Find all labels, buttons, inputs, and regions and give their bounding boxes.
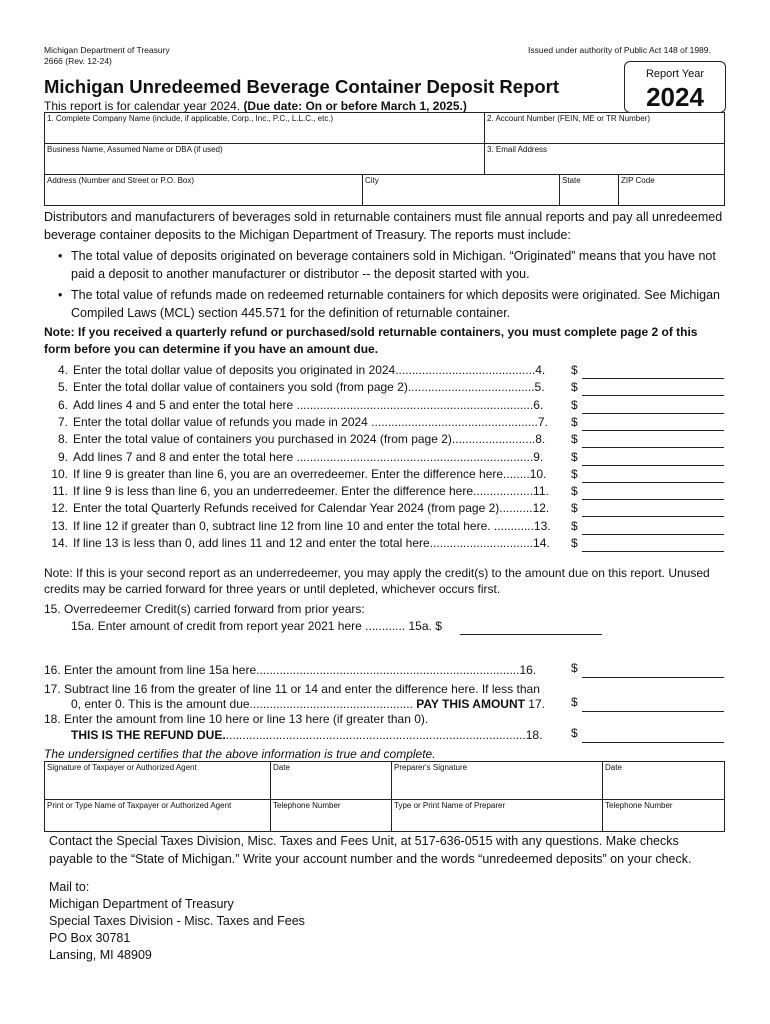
line-17-num: 17. bbox=[524, 697, 545, 711]
address-label: Address (Number and Street or P.O. Box) bbox=[47, 176, 195, 185]
report-year-label: Report Year bbox=[645, 68, 705, 80]
bullet-dot: • bbox=[58, 288, 63, 302]
mailing-address bbox=[49, 879, 305, 964]
dollar-sign: $ bbox=[571, 397, 578, 412]
preparer-signature-field[interactable] bbox=[391, 761, 602, 799]
amount-input[interactable] bbox=[582, 447, 724, 448]
line-description: Add lines 7 and 8 and enter the total here .......................................................................9. bbox=[73, 449, 544, 464]
intro-paragraph: Distributors and manufacturers of beverages sold in returnable containers must file annual reports and pay all unredeemed beverage container deposits to the Michigan Department of Treasury. The reports must include: bbox=[44, 210, 723, 242]
line-description: Enter the total dollar value of deposits you originated in 2024..........................................4. bbox=[73, 363, 546, 377]
line-number: 13. bbox=[51, 518, 68, 533]
preparer-date-field[interactable] bbox=[602, 761, 725, 799]
account-number-field[interactable] bbox=[484, 112, 725, 143]
line-item-row bbox=[44, 432, 574, 448]
due-date: (Due date: On or before March 1, 2025.) bbox=[243, 99, 467, 113]
certification-text: The undersigned certifies that the above information is true and complete. bbox=[44, 747, 436, 761]
line-number: 5. bbox=[57, 380, 68, 395]
bullet-dot: • bbox=[58, 249, 63, 263]
dollar-sign: $ bbox=[571, 501, 578, 516]
report-year-value: 2024 bbox=[646, 82, 704, 112]
line-item-row bbox=[44, 501, 574, 517]
contact-info: Contact the Special Taxes Division, Misc. Taxes and Fees Unit, at 517-636-0515 with any questions. Make checks payable to the “State of Michigan.” Write your account number and the words “unredeemed deposits” on your check. bbox=[49, 834, 692, 866]
line-description: Enter the total dollar value of refunds you made in 2024 ..................................................7. bbox=[73, 414, 548, 429]
dollar-sign: $ bbox=[571, 380, 578, 395]
line-17-input[interactable] bbox=[582, 711, 724, 712]
line-number: 10. bbox=[51, 466, 68, 481]
zip-label: ZIP Code bbox=[621, 176, 655, 185]
subtitle bbox=[44, 99, 467, 113]
line-15a-label: 15a. Enter amount of credit from report year 2021 here ............ 15a. $ bbox=[71, 619, 442, 633]
line-number: 11. bbox=[52, 484, 68, 499]
amount-input[interactable] bbox=[582, 430, 724, 431]
agency-name: Michigan Department of Treasury bbox=[44, 45, 170, 55]
account-number-label: 2. Account Number (FEIN, ME or TR Number) bbox=[487, 114, 651, 123]
address-field[interactable] bbox=[44, 174, 362, 206]
taxpayer-name-field[interactable] bbox=[44, 799, 270, 832]
line-number: 9. bbox=[57, 449, 68, 464]
line-16-dollar: $ bbox=[571, 661, 578, 675]
line-description: If line 12 if greater than 0, subtract line 12 from line 10 and enter the total here. ............13. bbox=[73, 518, 551, 533]
line-16-label: 16. Enter the amount from line 15a here...............................................................................16. bbox=[44, 663, 537, 677]
amount-input[interactable] bbox=[582, 516, 724, 517]
line-18-label-b bbox=[71, 728, 574, 742]
page-title: Michigan Unredeemed Beverage Container Deposit Report bbox=[44, 76, 560, 97]
line-description: Enter the total value of containers you purchased in 2024 (from page 2).........................8. bbox=[73, 432, 546, 447]
line-number: 14. bbox=[51, 536, 68, 550]
mail-label: Mail to: bbox=[49, 880, 90, 894]
line-item-row bbox=[44, 398, 574, 414]
dollar-sign: $ bbox=[571, 414, 578, 429]
taxpayer-phone-field[interactable] bbox=[270, 799, 391, 832]
line-item-row bbox=[44, 415, 574, 431]
preparer-name-label: Type or Print Name of Preparer bbox=[394, 801, 506, 810]
line-item-row bbox=[44, 519, 574, 535]
line-18-num: ..........................................................................................18. bbox=[225, 728, 543, 742]
dollar-sign: $ bbox=[571, 518, 578, 533]
line-description: Add lines 4 and 5 and enter the total here .......................................................................6. bbox=[73, 397, 544, 412]
dollar-sign: $ bbox=[571, 536, 578, 550]
authority-text: Issued under authority of Public Act 148 of 1989. bbox=[528, 45, 711, 55]
preparer-date-label: Date bbox=[605, 763, 622, 772]
report-year-box bbox=[624, 61, 726, 113]
line-number: 7. bbox=[57, 414, 68, 429]
company-name-field[interactable] bbox=[44, 112, 484, 143]
line-15a-input[interactable] bbox=[460, 634, 602, 635]
line-item-row bbox=[44, 484, 574, 500]
state-field[interactable] bbox=[559, 174, 618, 206]
amount-input[interactable] bbox=[582, 378, 724, 379]
line-description: Enter the total dollar value of containers you sold (from page 2)......................................5. bbox=[73, 380, 545, 395]
preparer-signature-label: Preparer's Signature bbox=[394, 763, 468, 772]
line-18-label-a: 18. Enter the amount from line 10 here or line 13 here (if greater than 0). bbox=[44, 712, 429, 726]
note-page2: Note: If you received a quarterly refund or purchased/sold returnable containers, you must complete page 2 of this form before you can determine if you have an amount due. bbox=[44, 325, 698, 356]
business-name-field[interactable] bbox=[44, 143, 484, 174]
mail-line-2: Special Taxes Division - Misc. Taxes and Fees bbox=[49, 914, 305, 928]
note-underredeemer: Note: If this is your second report as an underredeemer, you may apply the credit(s) to the amount due on this report. Unused credits may be carried forward for three years or until depleted, whichever occurs first. bbox=[44, 566, 710, 596]
line-18-dollar: $ bbox=[571, 726, 578, 740]
line-15-label: 15. Overredeemer Credit(s) carried forward from prior years: bbox=[44, 602, 365, 616]
dollar-sign: $ bbox=[571, 484, 578, 499]
line-item-row bbox=[44, 380, 574, 396]
city-label: City bbox=[365, 176, 379, 185]
bullet-refunds-text: The total value of refunds made on redeemed returnable containers for which deposits were originated. See Michigan Compiled Laws (MCL) section 445.571 for the definition of returnable container. bbox=[71, 288, 720, 320]
line-description: Enter the total Quarterly Refunds received for Calendar Year 2024 (from page 2)..........12. bbox=[73, 501, 550, 516]
state-label: State bbox=[562, 176, 581, 185]
refund-due: THIS IS THE REFUND DUE. bbox=[71, 728, 226, 742]
line-17-label-a: 17. Subtract line 16 from the greater of line 11 or 14 and enter the difference here. If less than bbox=[44, 682, 540, 696]
amount-input[interactable] bbox=[582, 465, 724, 466]
line-description: If line 9 is less than line 6, you an underredeemer. Enter the difference here..................11. bbox=[73, 484, 549, 499]
amount-input[interactable] bbox=[582, 551, 724, 552]
bullet-deposits bbox=[58, 247, 728, 283]
preparer-phone-label: Telephone Number bbox=[605, 801, 673, 810]
amount-input[interactable] bbox=[582, 413, 724, 414]
city-field[interactable] bbox=[362, 174, 559, 206]
taxpayer-name-label: Print or Type Name of Taxpayer or Authorized Agent bbox=[47, 801, 232, 810]
taxpayer-phone-label: Telephone Number bbox=[273, 801, 341, 810]
amount-input[interactable] bbox=[582, 499, 724, 500]
line-number: 8. bbox=[57, 432, 68, 447]
line-number: 6. bbox=[57, 397, 68, 412]
company-name-label: 1. Complete Company Name (include, if applicable, Corp., Inc., P.C., L.L.C., etc.) bbox=[47, 114, 334, 123]
preparer-phone-field[interactable] bbox=[602, 799, 725, 832]
dollar-sign: $ bbox=[571, 449, 578, 464]
bullet-refunds bbox=[58, 286, 728, 322]
preparer-name-field[interactable] bbox=[391, 799, 602, 832]
line-17-amount-due: 0, enter 0. This is the amount due................................................. bbox=[71, 697, 413, 711]
dollar-sign: $ bbox=[571, 466, 578, 481]
zip-field[interactable] bbox=[618, 174, 725, 206]
line-number: 4. bbox=[57, 363, 68, 377]
bullet-deposits-text: The total value of deposits originated on beverage containers sold in Michigan. “Originated” means that you have not paid a deposit to another manufacturer or distributor -- the deposit started with you. bbox=[71, 249, 716, 281]
line-item-row bbox=[44, 363, 574, 379]
line-description: If line 9 is greater than line 6, you are an overredeemer. Enter the difference here........10. bbox=[73, 466, 547, 481]
line-number: 12. bbox=[51, 501, 68, 516]
line-item-row bbox=[44, 467, 574, 483]
line-item-row bbox=[44, 536, 574, 552]
mail-line-4: Lansing, MI 48909 bbox=[49, 948, 152, 962]
mail-line-1: Michigan Department of Treasury bbox=[49, 897, 234, 911]
taxpayer-date-label: Date bbox=[273, 763, 290, 772]
amount-input[interactable] bbox=[582, 395, 724, 396]
taxpayer-signature-field[interactable] bbox=[44, 761, 270, 799]
business-name-label: Business Name, Assumed Name or DBA (if used) bbox=[47, 145, 223, 154]
mail-line-3: PO Box 30781 bbox=[49, 931, 131, 945]
line-description: If line 13 is less than 0, add lines 11 and 12 and enter the total here...............................14. bbox=[73, 536, 550, 550]
line-item-row bbox=[44, 450, 574, 466]
line-16-input[interactable] bbox=[582, 677, 724, 678]
line-17-dollar: $ bbox=[571, 695, 578, 709]
dollar-sign: $ bbox=[571, 432, 578, 447]
amount-input[interactable] bbox=[582, 534, 724, 535]
taxpayer-signature-label: Signature of Taxpayer or Authorized Agent bbox=[47, 763, 197, 772]
email-label: 3. Email Address bbox=[487, 145, 548, 154]
dollar-sign: $ bbox=[571, 363, 578, 377]
taxpayer-date-field[interactable] bbox=[270, 761, 391, 799]
line-17-label-b bbox=[71, 697, 574, 711]
email-field[interactable] bbox=[484, 143, 725, 174]
pay-this-amount: PAY THIS AMOUNT bbox=[412, 697, 525, 711]
subtitle-year: This report is for calendar year 2024. bbox=[44, 99, 244, 113]
line-18-input[interactable] bbox=[582, 742, 724, 743]
amount-input[interactable] bbox=[582, 482, 724, 483]
form-number: 2666 (Rev. 12-24) bbox=[44, 56, 112, 66]
